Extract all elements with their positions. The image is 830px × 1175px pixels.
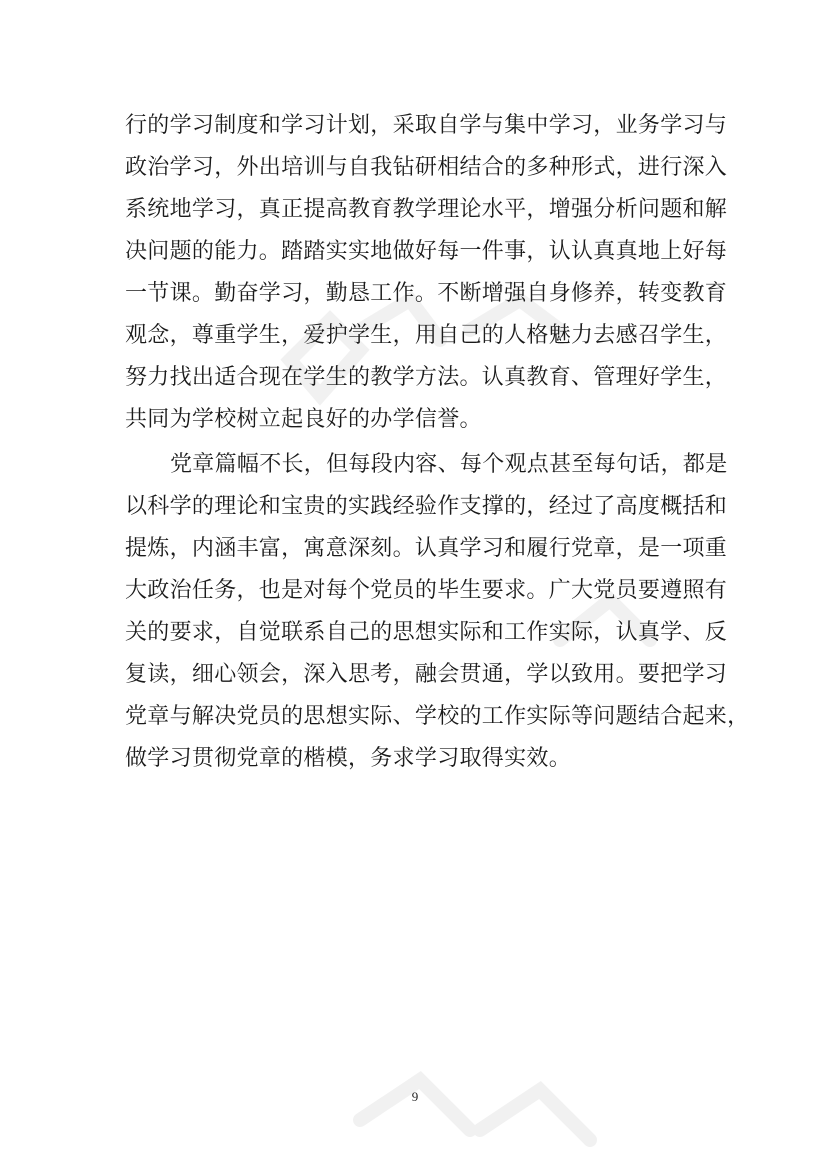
text-line: 做学习贯彻党章的楷模，务求学习取得实效。 [125,746,572,771]
text-line: 党章篇幅不长，但每段内容、每个观点甚至每句话，都是 [170,452,728,477]
text-line: 复读，细心领会，深入思考，融会贯通，学以致用。要把学习 [125,662,728,687]
text-line: 努力找出适合现在学生的教学方法。认真教育、管理好学生， [125,365,728,390]
text-line: 观念，尊重学生，爱护学生，用自己的人格魅力去感召学生， [125,323,728,348]
text-line: 行的学习制度和学习计划，采取自学与集中学习，业务学习与 [125,113,728,138]
text-line: 决问题的能力。踏踏实实地做好每一件事，认认真真地上好每 [125,239,728,264]
page-number: 9 [411,1089,419,1104]
text-line: 系统地学习，真正提高教育教学理论水平，增强分析问题和解 [125,197,728,222]
text-line: 政治学习，外出培训与自我钻研相结合的多种形式，进行深入 [125,155,728,180]
text-line: 关的要求，自觉联系自己的思想实际和工作实际，认真学、反 [125,620,728,645]
text-line: 以科学的理论和宝贵的实践经验作支撑的，经过了高度概括和 [125,494,728,519]
text-line: 共同为学校树立起良好的办学信誉。 [125,407,482,432]
text-line: 提炼，内涵丰富，寓意深刻。认真学习和履行党章，是一项重 [125,536,728,561]
text-line: 党章与解决党员的思想实际、学校的工作实际等问题结合起来， [125,704,750,729]
text-line: 大政治任务，也是对每个党员的毕生要求。广大党员要遵照有 [125,578,728,603]
text-line: 一节课。勤奋学习，勤恳工作。不断增强自身修养，转变教育 [125,281,728,306]
